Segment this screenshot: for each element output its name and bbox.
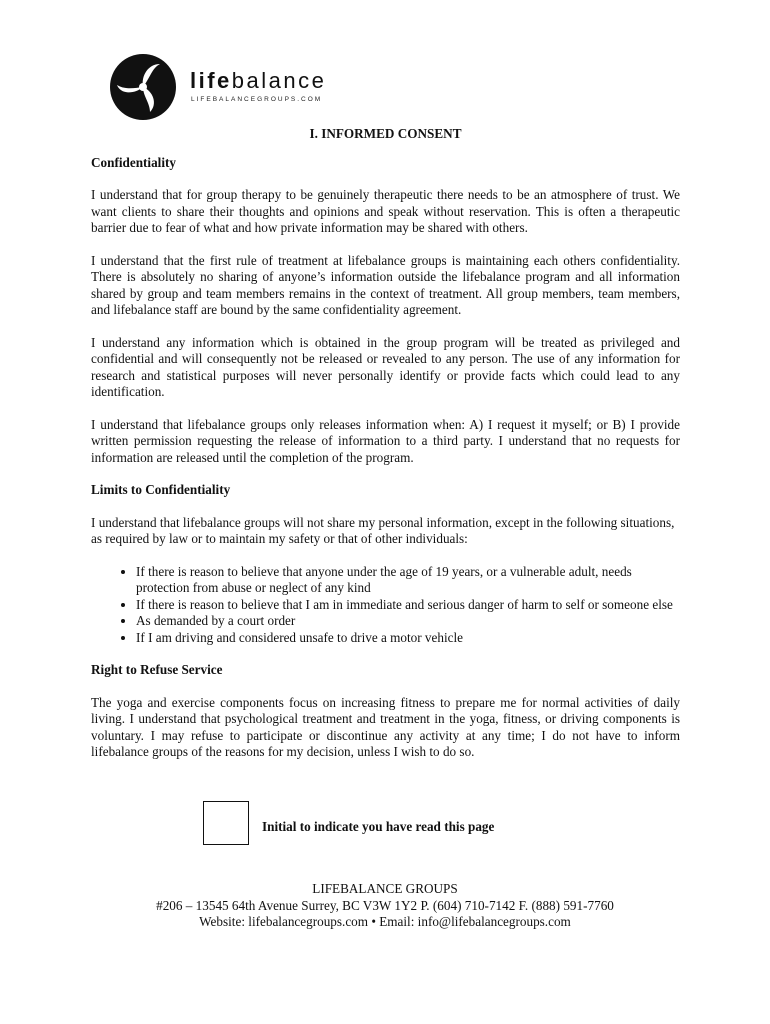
confidentiality-paragraph: I understand that lifebalance groups only releases information when: A) I request it myself; or B) I provide written permission requesting the release of information to a third party. I understand that no requests for information are released until the completion of the program. [91,416,680,465]
confidentiality-paragraph: I understand that the first rule of treatment at lifebalance groups is maintaining each others confidentiality. There is absolutely no sharing of anyone’s information outside the lifebalance program and all information shared by group and team members remains in the context of treatment. All group members, team members, and lifebalance staff are bound by the same confidentiality agreement. [91,252,680,317]
document-body [91,126,680,777]
section-heading-refuse: Right to Refuse Service [91,662,223,677]
list-item: • If there is reason to believe that I am in immediate and serious danger of harm to self or someone else [136,597,680,614]
triskele-logo-icon [108,52,178,122]
limits-list [91,564,680,647]
footer-address: #206 – 13545 64th Avenue Surrey, BC V3W 1Y2 P. (604) 710-7142 F. (888) 591-7760 [156,897,614,913]
page-title: I. INFORMED CONSENT [309,126,462,141]
footer-org: LIFEBALANCE GROUPS [312,881,458,896]
list-item: • If there is reason to believe that anyone under the age of 19 years, or a vulnerable adult, needs protection from abuse or neglect of any kind [136,564,680,597]
list-item: • If I am driving and considered unsafe to drive a motor vehicle [136,630,680,647]
section-heading-confidentiality: Confidentiality [91,154,176,170]
footer [0,881,770,931]
lifebalance-logo [108,52,348,122]
limits-intro: I understand that lifebalance groups will not share my personal information, except in the following situations, as required by law or to maintain my safety or that of other individuals: [91,514,675,546]
footer-web: Website: lifebalancegroups.com • Email: info@lifebalancegroups.com [199,914,571,929]
initial-box[interactable] [203,801,249,845]
initial-label: Initial to indicate you have read this page [262,819,495,834]
confidentiality-paragraph: I understand any information which is obtained in the group program will be treated as privileged and confidential and will consequently not be released or revealed to any person. The use of any information for research and statistical purposes will never personally identify or provide facts which could lead to any identification. [91,334,680,399]
confidentiality-paragraph: I understand that for group therapy to be genuinely therapeutic there needs to be an atmosphere of trust. We want clients to share their thoughts and opinions and speak without reservation. This is often a therapeutic barrier due to fear of what and how private information may be shared with others. [91,187,680,235]
list-item: • As demanded by a court order [136,613,680,630]
refuse-paragraph: The yoga and exercise components focus on increasing fitness to prepare me for normal activities of daily living. I understand that psychological treatment and treatment in the yoga, fitness, or driving components is voluntary. I may refuse to participate or discontinue any activity at any time; I do not have to inform lifebalance groups of the reasons for my decision, unless I wish to do so. [91,694,680,759]
logo-url: LIFEBALANCEGROUPS.COM [191,96,323,103]
section-heading-limits: Limits to Confidentiality [91,482,231,497]
logo-wordmark: lifebalance [190,68,327,93]
